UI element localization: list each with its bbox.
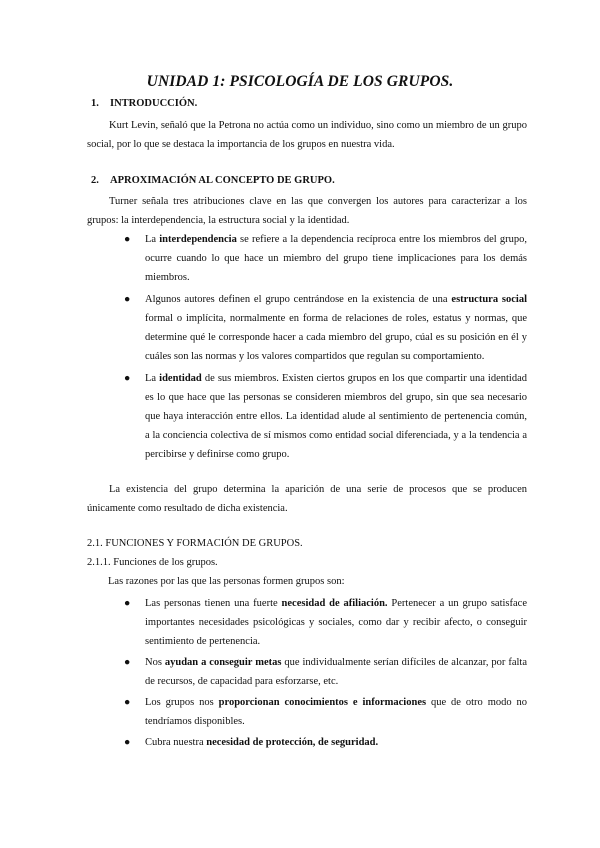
section-2-1-bullet-list [124, 594, 527, 752]
list-item [124, 369, 527, 464]
section-1-number: 1. [91, 98, 99, 109]
page-title: UNIDAD 1: PSICOLOGÍA DE LOS GRUPOS. [146, 73, 454, 90]
list-item-bold: identidad [159, 373, 202, 384]
list-item [124, 290, 527, 366]
list-item [124, 230, 527, 287]
list-item-text: Las personas tienen una fuerte [145, 598, 282, 609]
bullet-icon: ● [124, 697, 131, 708]
list-item [124, 733, 527, 752]
section-2-number: 2. [91, 175, 99, 186]
section-1-heading [91, 98, 197, 109]
list-item-bold: ayudan a conseguir metas [164, 657, 282, 668]
bullet-icon: ● [124, 657, 131, 668]
list-item-text: se refiere a la dependencia recíproca entre los miembros del grupo, ocurre cuando lo que hace un miembro del grupo tiene implicaciones para los demás miembros. [145, 234, 527, 283]
list-item-text: de sus miembros. Existen ciertos grupos en los que compartir una identidad es lo que hace que las personas se consideren miembros del grupo, sin que sea necesario que haya interacción entre ellos. La identidad alude al sentimiento de pertenencia común, a la conciencia colectiva de sí mismos como entidad social diferenciada, y a la tendencia a percibirse y definirse como grupo. [145, 373, 527, 460]
list-item [124, 594, 527, 651]
section-2-closing: La existencia del grupo determina la aparición de una serie de procesos que se producen únicamente como resultado de dicha existencia. [87, 484, 527, 514]
section-1-paragraph: Kurt Levin, señaló que la Petrona no actúa como un individuo, sino como un miembro de un grupo social, por lo que se destaca la importancia de los grupos en nuestra vida. [87, 120, 527, 150]
bullet-icon: ● [124, 294, 131, 305]
section-2-1-heading: 2.1. FUNCIONES Y FORMACIÓN DE GRUPOS. [87, 538, 303, 549]
section-2-title: APROXIMACIÓN AL CONCEPTO DE GRUPO. [110, 175, 335, 186]
bullet-icon: ● [124, 373, 131, 384]
section-1-title: INTRODUCCIÓN. [110, 98, 198, 109]
list-item-text: formal o implícita, normalmente en forma de relaciones de roles, estatus y normas, que determine qué le corresponde hacer a cada miembro del grupo, cúal es su posición en él y cuáles son las normas y los valores compartidos que regulan su comportamiento. [145, 313, 527, 362]
list-item-text: La [145, 373, 160, 384]
list-item-text: Cubra nuestra [145, 737, 207, 748]
list-item-bold: estructura social [451, 294, 527, 305]
list-item-bold: proporcionan conocimientos e informaciones [218, 697, 427, 708]
list-item [124, 653, 527, 691]
section-2-1-1-heading: 2.1.1. Funciones de los grupos. [87, 557, 218, 568]
list-item-text: Pertenecer a un grupo satisface importantes necesidades psicológicas y sociales, como dar y recibir afecto, o conseguir sentimiento de pertenencia. [145, 598, 527, 647]
section-2-1-1-intro: Las razones por las que las personas formen grupos son: [108, 576, 345, 587]
bullet-icon: ● [124, 598, 131, 609]
section-2-heading [91, 175, 335, 186]
bullet-icon: ● [124, 234, 131, 245]
list-item-text: que individualmente serían difíciles de alcanzar, por falta de recursos, de capacidad para esforzarse, etc. [145, 657, 527, 687]
list-item [124, 693, 527, 731]
list-item-text: La [145, 234, 160, 245]
list-item-bold: necesidad de afiliación. [281, 598, 388, 609]
list-item-text: Algunos autores definen el grupo centrándose en la existencia de una [145, 294, 452, 305]
list-item-text: Los grupos nos [145, 697, 219, 708]
section-2-bullet-list [124, 230, 527, 464]
list-item-text: que de otro modo no tendríamos disponibles. [145, 697, 528, 727]
bullet-icon: ● [124, 737, 131, 748]
list-item-bold: necesidad de protección, de seguridad. [206, 737, 379, 748]
section-2-intro: Turner señala tres atribuciones clave en las que convergen los autores para caracterizar a los grupos: la interdependencia, la estructura social y la identidad. [87, 196, 527, 226]
list-item-text: Nos [145, 657, 165, 668]
list-item-bold: interdependencia [159, 234, 237, 245]
